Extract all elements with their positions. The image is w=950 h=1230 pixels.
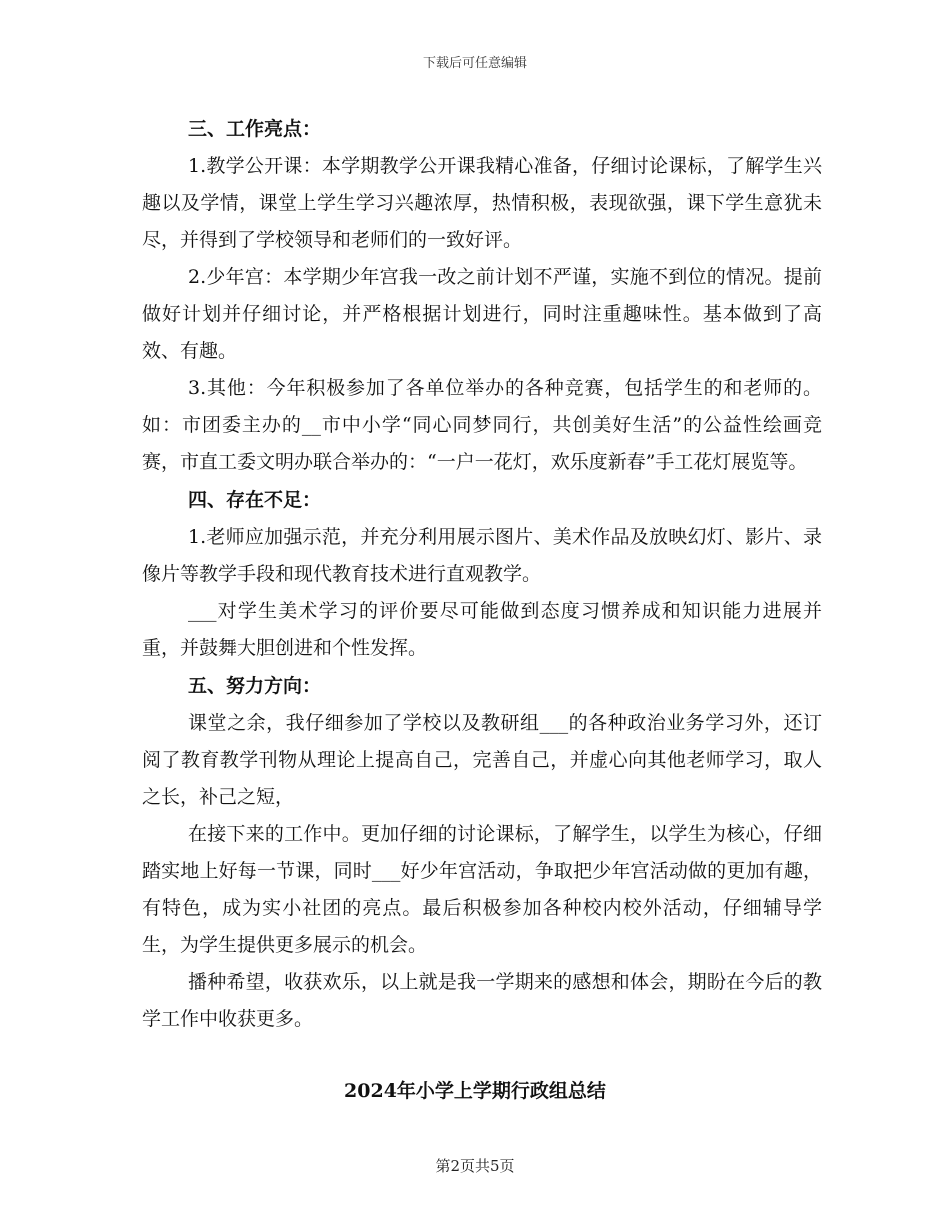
paragraph: 播种希望，收获欢乐，以上就是我一学期来的感想和体会，期盼在今后的教学工作中收获更多。 — [142, 971, 822, 1030]
paragraph: 1.教学公开课：本学期教学公开课我精心准备，仔细讨论课标，了解学生兴趣以及学情，课堂上学生学习兴趣浓厚，热情积极，表现欲强，课下学生意犹未尽，并得到了学校领导和老师们的一致好评。 — [142, 155, 822, 251]
paragraph: 2.少年宫：本学期少年宫我一改之前计划不严谨，实施不到位的情况。提前做好计划并仔细讨论，并严格根据计划进行，同时注重趣味性。基本做到了高效、有趣。 — [142, 266, 822, 362]
header-note: 下载后可任意编辑 — [422, 56, 527, 71]
paragraph: 3.其他：今年积极参加了各单位举办的各种竞赛，包括学生的和老师的。如：市团委主办的__市中小学“同心同梦同行，共创美好生活”的公益性绘画竞赛，市直工委文明办联合举办的：“一户一花灯，欢乐度新春”手工花灯展览等。 — [142, 377, 822, 473]
paragraph: 在接下来的工作中。更加仔细的讨论课标，了解学生，以学生为核心，仔细踏实地上好每一节课，同时___好少年宫活动，争取把少年宫活动做的更加有趣，有特色，成为实小社团的亮点。最后积极参加各种校内校外活动，仔细辅导学生，为学生提供更多展示的机会。 — [142, 823, 822, 956]
section-heading-shortcomings: 四、存在不足： — [188, 489, 322, 511]
document-title: 2024年小学上学期行政组总结 — [344, 1080, 606, 1102]
paragraph: ___对学生美术学习的评价要尽可能做到态度习惯养成和知识能力进展并重，并鼓舞大胆创进和个性发挥。 — [142, 600, 822, 659]
document-body — [142, 110, 822, 1038]
paragraph: 课堂之余，我仔细参加了学校以及教研组___的各种政治业务学习外，还订阅了教育教学刊物从理论上提高自己，完善自己，并虚心向其他老师学习，取人之长，补己之短， — [142, 712, 822, 808]
paragraph: 1.老师应加强示范，并充分利用展示图片、美术作品及放映幻灯、影片、录像片等教学手段和现代教育技术进行直观教学。 — [142, 526, 822, 585]
section-heading-direction: 五、努力方向： — [188, 675, 322, 697]
page-number: 第2页共5页 — [435, 1157, 515, 1175]
section-heading-highlights: 三、工作亮点： — [188, 118, 322, 140]
